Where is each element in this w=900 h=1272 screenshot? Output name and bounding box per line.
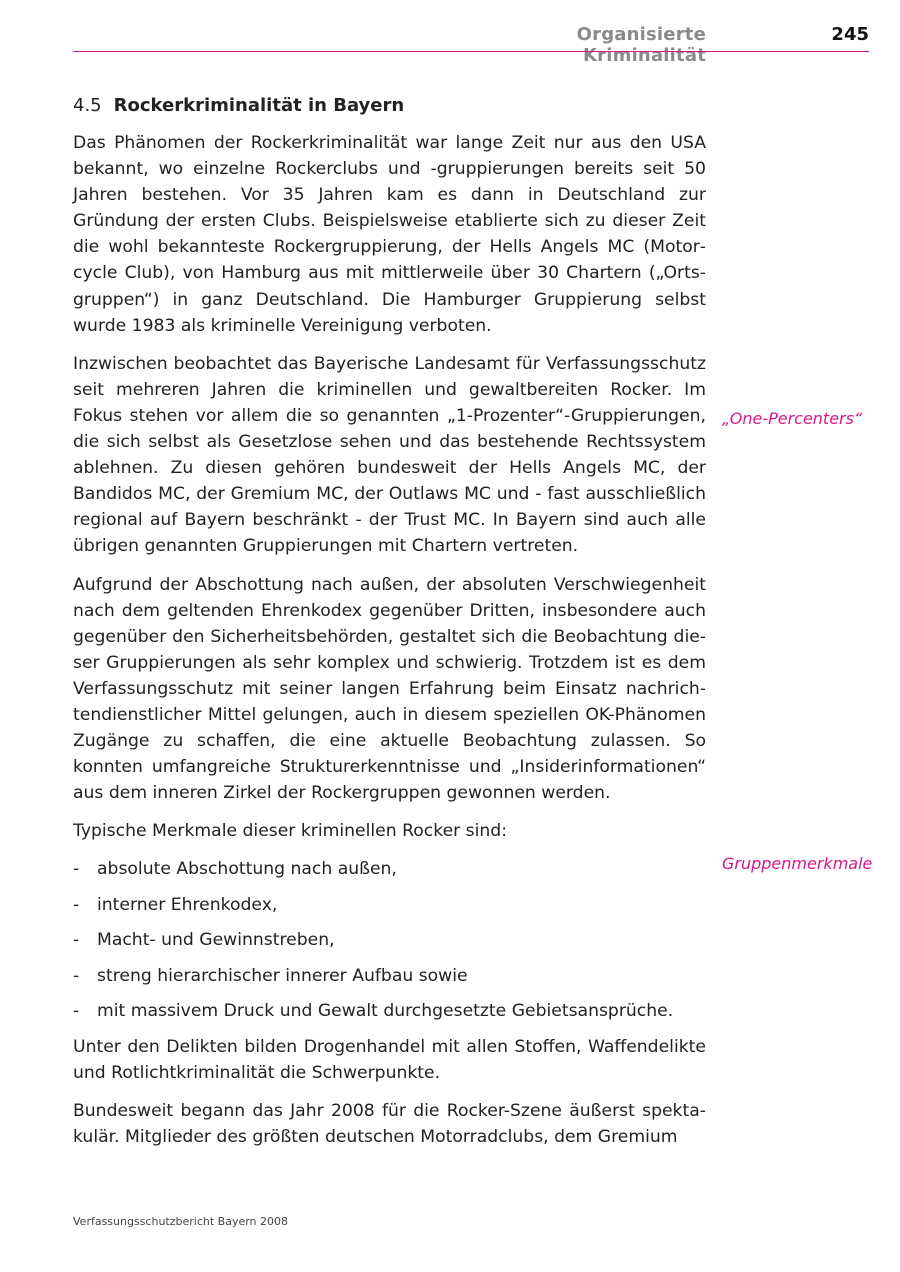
running-header-section: Organisierte Kriminalität xyxy=(576,24,706,66)
section-heading xyxy=(73,92,706,120)
paragraph: Unter den Delikten bilden Drogenhandel mit allen Stoffen, Waffendelikte und Rotlichtkriminalität die Schwerpunkte. xyxy=(73,1036,706,1084)
paragraph: Aufgrund der Abschottung nach außen, der absoluten Verschwiegenheit nach dem geltenden Ehrenkodex gegenüber Dritten, insbesondere auch gegenüber den Sicherheitsbehörden, gestaltet sich die Beobachtung dieser Gruppierungen als sehr komplex und schwierig. Trotzdem ist es dem Verfassungsschutz mit seiner langen Erfahrung beim Einsatz nachrichtendienstlicher Mittel gelungen, auch in diesem speziellen OK-Phänomen Zugänge zu schaffen, die eine aktuelle Beobachtung zulassen. So konnten umfangreiche Strukturerkenntnisse und „Insiderinformationen“ aus dem inneren Zirkel der Rockergruppen gewonnen werden. xyxy=(73,574,706,804)
running-footer: Verfassungsschutzbericht Bayern 2008 xyxy=(73,1215,289,1228)
list-item: - Macht- und Gewinnstreben, xyxy=(73,927,706,953)
list-item: - mit massivem Druck und Gewalt durchgesetzte Gebietsansprüche. xyxy=(73,998,706,1024)
list-item: - absolute Abschottung nach außen, xyxy=(73,856,706,882)
header-divider xyxy=(73,51,869,52)
feature-list xyxy=(73,856,706,1024)
list-item: - interner Ehrenkodex, xyxy=(73,892,706,918)
section-title: Rockerkriminalität in Bayern xyxy=(113,95,405,116)
paragraph: Das Phänomen der Rockerkriminalität war lange Zeit nur aus den USA bekannt, wo einzelne Rockerclubs und -gruppierungen bereits seit 50 Jahren bestehen. Vor 35 Jahren kam es dann in Deutschland zur Gründung der ersten Clubs. Beispielsweise etablierte sich zu dieser Zeit die wohl bekannteste Rockergruppierung, der Hells Angels MC (Motorcycle Club), von Hamburg aus mit mittlerweile über 30 Chartern („Ortsgruppen“) in ganz Deutschland. Die Hamburger Gruppierung selbst wurde 1983 als kriminelle Vereinigung verboten. xyxy=(73,133,706,336)
margin-note-one-percenters: „One-Percenters“ xyxy=(722,409,863,428)
main-text-column xyxy=(73,92,706,1162)
list-item: - streng hierarchischer innerer Aufbau sowie xyxy=(73,963,706,989)
paragraph-list-intro: Typische Merkmale dieser kriminellen Rocker sind: xyxy=(73,821,508,842)
section-number: 4.5 xyxy=(73,95,102,116)
paragraph: Bundesweit begann das Jahr 2008 für die Rocker-Szene äußerst spektakulär. Mitglieder des größten deutschen Motorradclubs, dem Gremium xyxy=(73,1101,706,1148)
page-number: 245 xyxy=(831,24,869,45)
margin-note-gruppenmerkmale: Gruppenmerkmale xyxy=(722,854,873,873)
paragraph: Inzwischen beobachtet das Bayerische Landesamt für Verfassungsschutz seit mehreren Jahren die kriminellen und gewaltbereiten Rocker. Im Fokus stehen vor allem die so genannten „1-Prozenter“-Gruppierungen, die sich selbst als Gesetzlose sehen und das bestehende Rechtssystem ablehnen. Zu diesen gehören bundesweit der Hells Angels MC, der Bandidos MC, der Gremium MC, der Outlaws MC und - fast ausschließlich regional auf Bayern beschränkt - der Trust MC. In Bayern sind auch alle übrigen genannten Gruppierungen mit Chartern vertreten. xyxy=(73,353,706,557)
